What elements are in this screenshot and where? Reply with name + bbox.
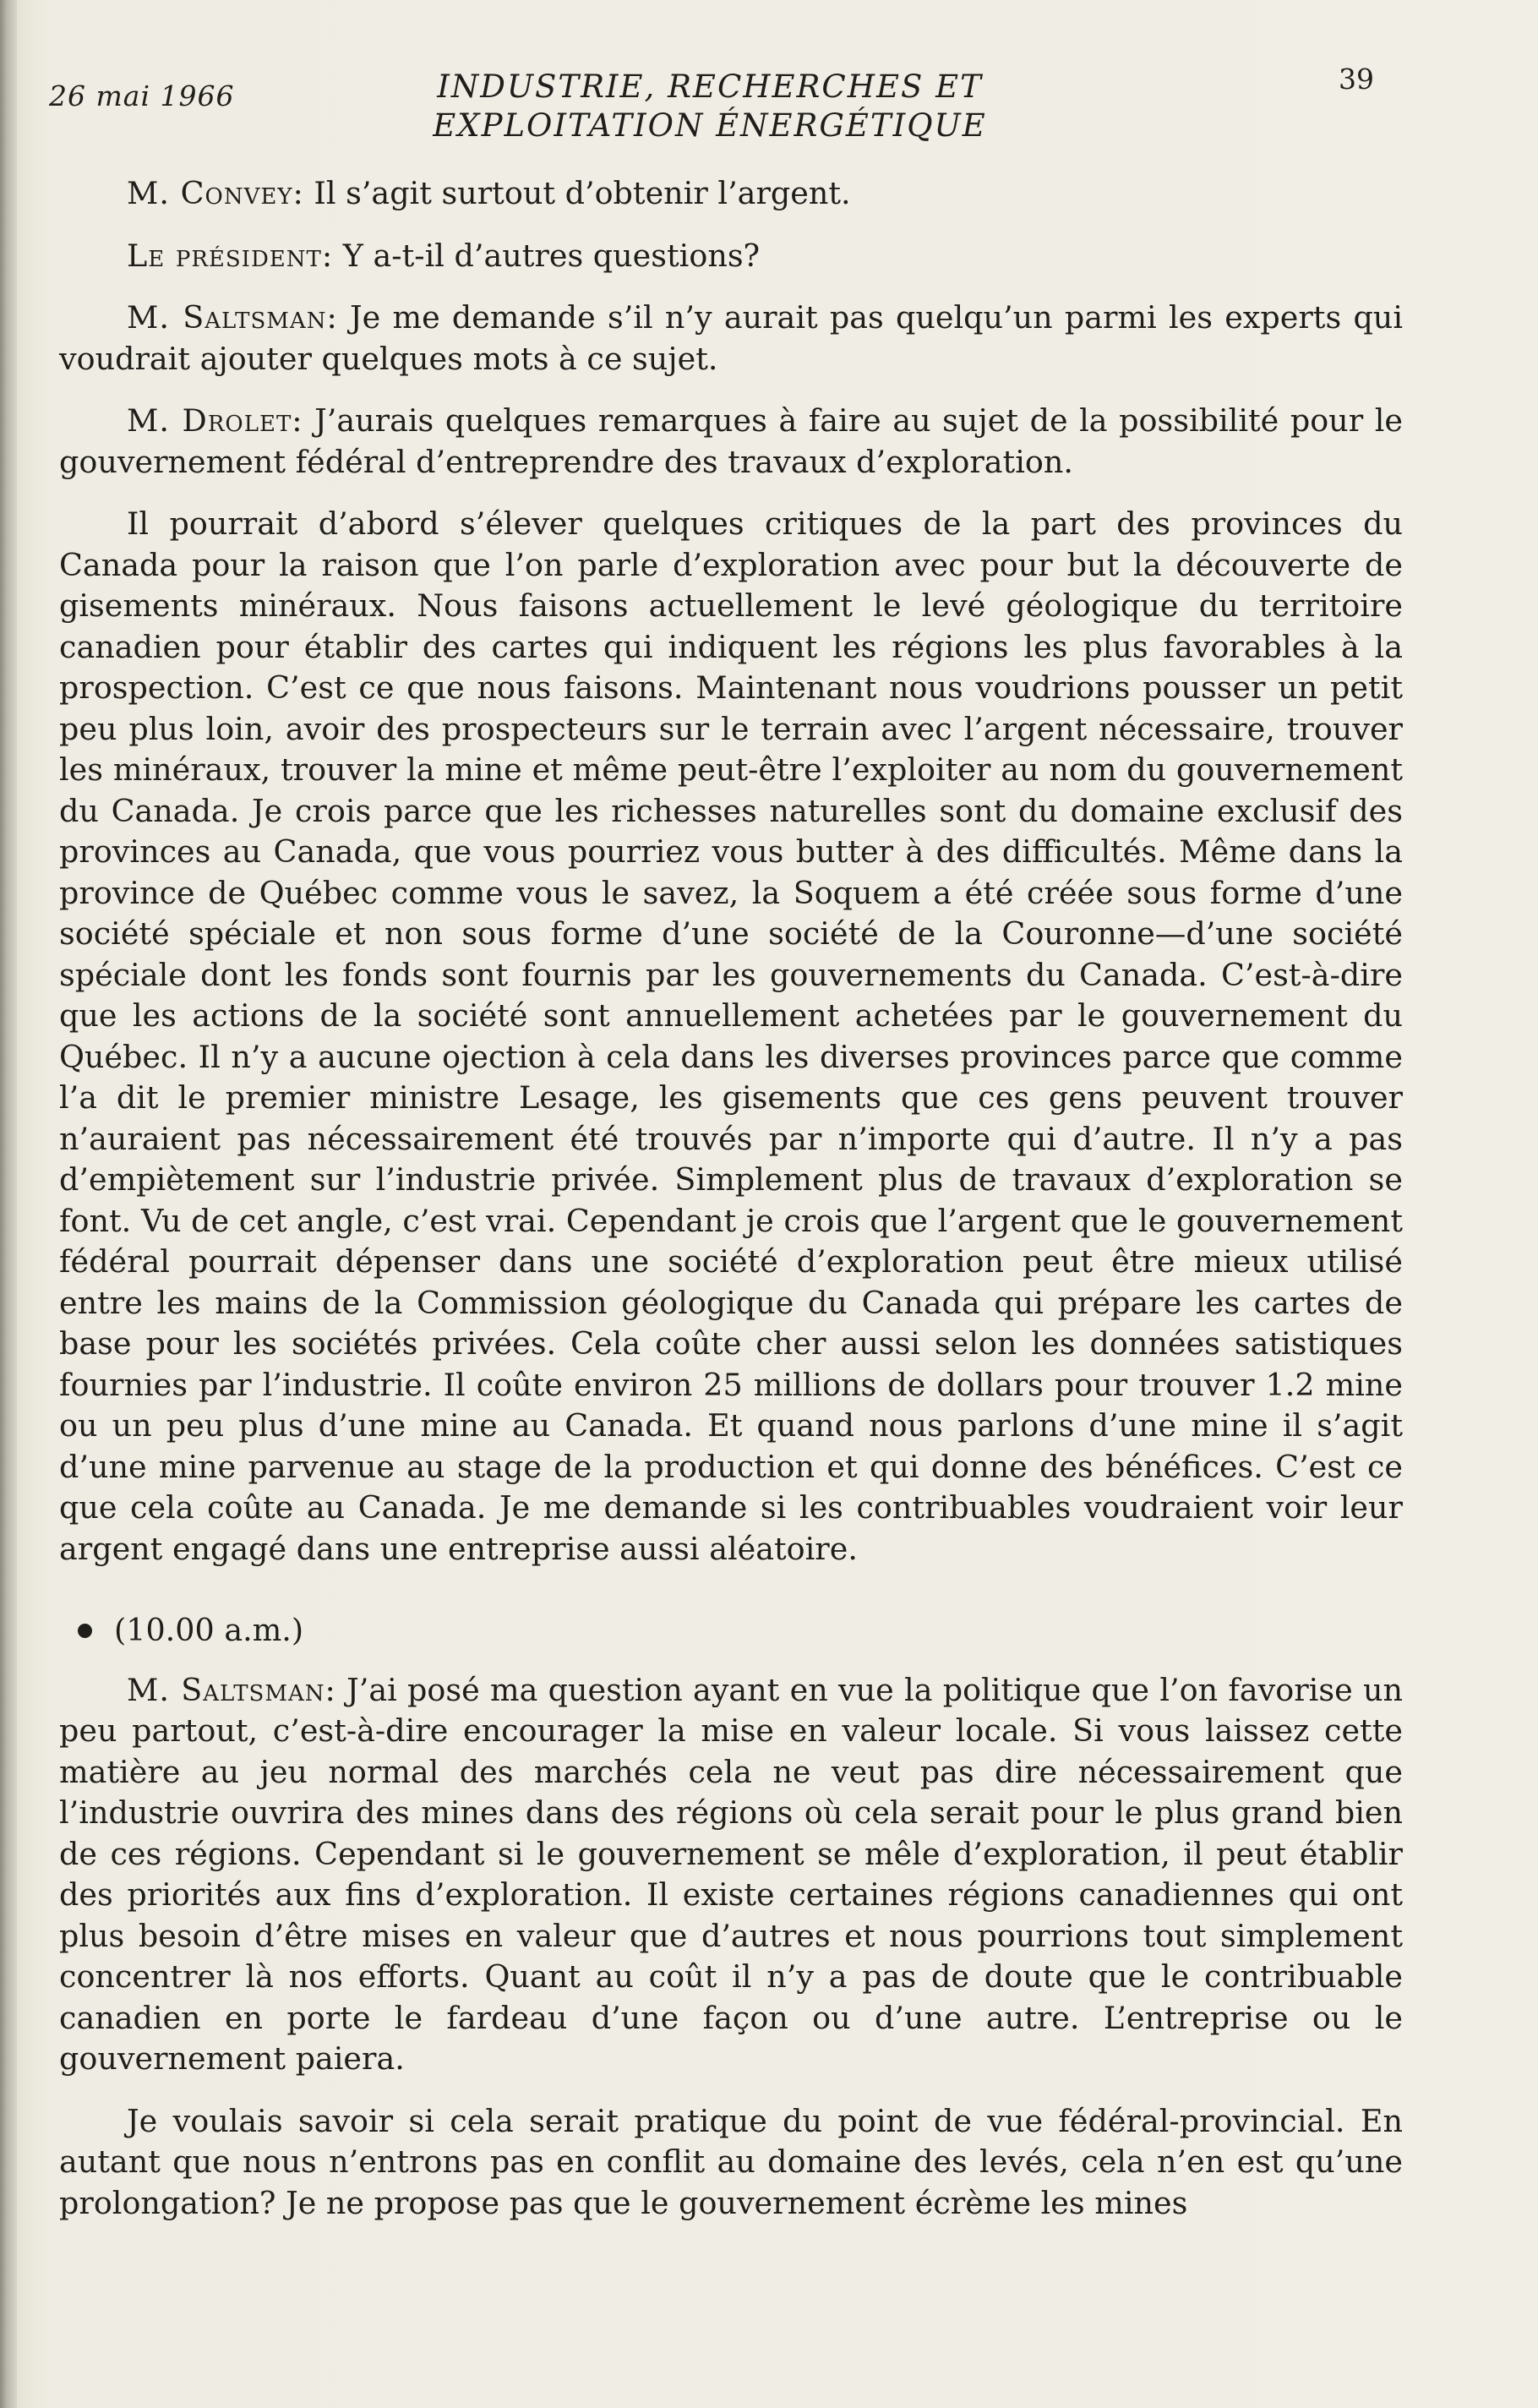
page-number: 39 (1339, 63, 1374, 96)
paragraph-saltsman-3 (59, 2101, 1403, 2225)
page-body (59, 173, 1403, 2245)
header-title-line2: EXPLOITATION ÉNERGÉTIQUE (433, 107, 987, 144)
header-title-line1: INDUSTRIE, RECHERCHES ET (437, 68, 983, 105)
speaker-name: Le président: (127, 237, 334, 274)
header-title (406, 68, 1014, 145)
paragraph-president (59, 236, 1403, 277)
paragraph-saltsman-2 (59, 1670, 1403, 2080)
page-binding-shadow (0, 0, 17, 2408)
header-date: 26 mai 1966 (49, 79, 235, 112)
paragraph-saltsman-1 (59, 298, 1403, 379)
page-header (0, 59, 1538, 152)
time-marker-text: (10.00 a.m.) (114, 1612, 304, 1648)
bullet-icon (78, 1624, 92, 1638)
paragraph-text: Il pourrait d’abord s’élever quelques critiques de la part des provinces du Canada pour la raison que l’on parle d’exploration avec pour but la découverte de gisements minéraux. Nous faisons actuellement le levé géologique du territoire canadien pour établir des cartes qui indiquent les régions les plus favorables à la prospection. C’est ce que nous faisons. Maintenant nous voudrions pousser un petit peu plus loin, avoir des prospecteurs sur le terrain avec l’argent nécessaire, trouver les minéraux, trouver la mine et même peut-être l’exploiter au nom du gouvernement du Canada. Je crois parce que les richesses naturelles sont du domaine exclusif des provinces au Canada, que vous pourriez vous butter à des difficultés. Même dans la province de Québec comme vous le savez, la Soquem a été créée sous forme d’une société spéciale et non sous forme d’une société de la Couronne—d’une société spéciale dont les fonds sont fournis par les gouvernements du Canada. C’est-à-dire que les actions de la société sont annuellement achetées par le gouvernement du Québec. Il n’y a aucune ojection à cela dans les diverses provinces parce que comme l’a dit le premier ministre Lesage, les gisements que ces gens peuvent trouver n’auraient pas nécessairement été trouvés par n’importe qui d’autre. Il n’y a pas d’empiètement sur l’industrie privée. Simplement plus de travaux d’exploration se font. Vu de cet angle, c’est vrai. Cependant je crois que l’argent que le gouvernement fédéral pourrait dépenser dans une société d’exploration peut être mieux utilisé entre les mains de la Commission géologique du Canada qui prépare les cartes de base pour les sociétés privées. Cela coûte cher aussi selon les données satistiques fournies par l’industrie. Il coûte environ 25 millions de dollars pour trouver 1.2 mine ou un peu plus d’une mine au Canada. Et quand nous parlons d’une mine il s’agit d’une mine parvenue au stage de la production et qui donne des bénéfices. C’est ce que cela coûte au Canada. Je me demande si les contribuables voudraient voir leur argent engagé dans une entreprise aussi aléatoire. (59, 505, 1403, 1567)
paragraph-text: Y a-t-il d’autres questions? (333, 237, 761, 274)
speaker-name: M. Convey: (127, 175, 304, 211)
speaker-name: M. Saltsman: (127, 299, 338, 336)
paragraph-text: Il s’agit surtout d’obtenir l’argent. (303, 175, 851, 211)
paragraph-convey (59, 173, 1403, 215)
paragraph-text: J’aurais quelques remarques à faire au sujet de la possibilité pour le gouvernement fédéral d’entreprendre des travaux d’exploration. (59, 402, 1403, 480)
paragraph-drolet-continued (59, 504, 1403, 1570)
paragraph-text: Je voulais savoir si cela serait pratique du point de vue fédéral-provincial. En autant que nous n’entrons pas en conflit au domaine des levés, cela n’en est qu’une prolongation? Je ne propose pas que le gouvernement écrème les mines (59, 2102, 1403, 2221)
paragraph-text: Je me demande s’il n’y aurait pas quelqu’un parmi les experts qui voudrait ajouter quelques mots à ce sujet. (59, 299, 1403, 377)
paragraph-text: J’ai posé ma question ayant en vue la politique que l’on favorise un peu partout, c’est-à-dire encourager la mise en valeur locale. Si vous laissez cette matière au jeu normal des marchés cela ne veut pas dire nécessairement que l’industrie ouvrira des mines dans des régions où cela serait pour le plus grand bien de ces régions. Cependant si le gouvernement se mêle d’exploration, il peut établir des priorités aux fins d’exploration. Il existe certaines régions canadiennes qui ont plus besoin d’être mises en valeur que d’autres et nous pourrions tout simplement concentrer là nos efforts. Quant au coût il n’y a pas de doute que le contribuable canadien en porte le fardeau d’une façon ou d’une autre. L’entreprise ou le gouvernement paiera. (59, 1671, 1403, 2077)
speaker-name: M. Saltsman: (127, 1671, 336, 1708)
speaker-name: M. Drolet: (127, 402, 303, 439)
paragraph-drolet (59, 401, 1403, 483)
time-marker (59, 1610, 1403, 1652)
